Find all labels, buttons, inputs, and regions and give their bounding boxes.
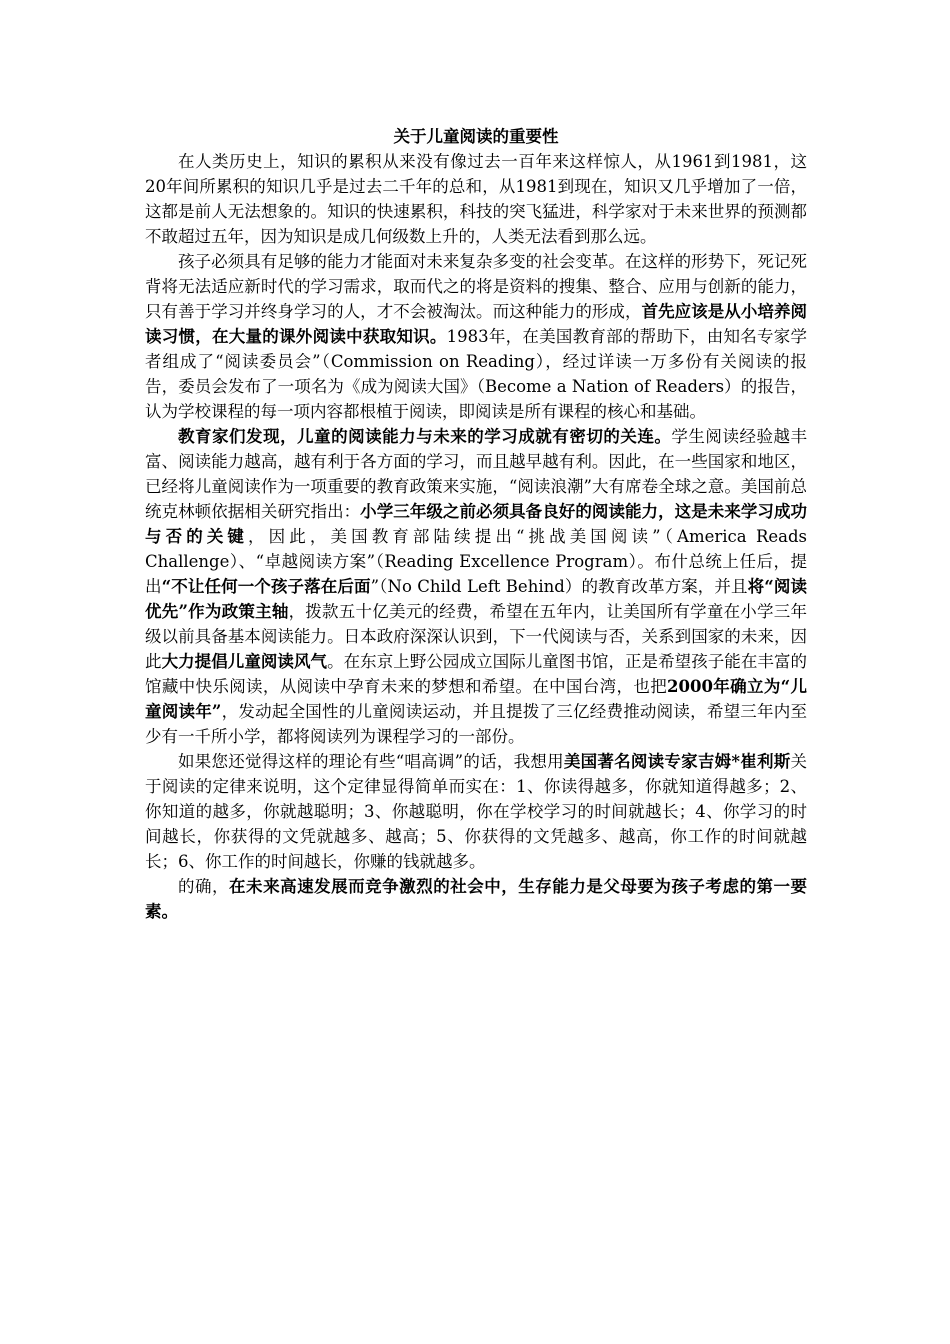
bold-text-run: 美国著名阅读专家吉姆*崔利斯 bbox=[563, 752, 791, 771]
text-run: 。在东京上野公园成立国际儿童图书馆，正是希望孩子能在丰富的馆藏中快乐阅读，从阅读中孕育未来的梦想和希望。在中国台湾，也把 bbox=[145, 652, 808, 696]
text-run: 如果您还觉得这样的理论有些“唱高调”的话，我想用 bbox=[178, 752, 564, 771]
document-title: 关于儿童阅读的重要性 bbox=[393, 127, 559, 146]
text-run: ”（No Child Left Behind）的教育改革方案，并且 bbox=[370, 577, 748, 596]
text-run: 在人类历史上，知识的累积从来没有像过去一百年来这样惊人，从1961到1981，这20年间所累积的知识几乎是过去二千年的总和，从1981到现在，知识又几乎增加了一倍，这都是前人无法想象的。知识的快速累积，科技的突飞猛进，科学家对于未来世界的预测都不敢超过五年，因为知识是成几何级数上升的，人类无法看到那么远。 bbox=[145, 152, 807, 246]
text-run: 1983年，在美国教育部的帮助下，由知名专家学者组成了“阅读委员会”（Commission on Reading），经过详读一万多份有关阅读的报告，委员会发布了一项名为《成为阅读大国》（Become a Nation of Readers）的报告，认为学校课程的每一项内容都根植于阅读，即阅读是所有课程的核心和基础。 bbox=[145, 327, 807, 421]
text-run: 孩子必须具有足够的能力才能面对未来复杂多变的社会变革。在这样的形势下，死记死背将无法适应新时代的学习需求，取而代之的将是资料的搜集、整合、应用与创新的能力，只有善于学习并终身学习的人，才不会被淘汰。而这种能力的形成， bbox=[145, 252, 807, 321]
bold-text-run: 在未来高速发展而竞争激烈的社会中，生存能力是父母要为孩子考虑的第一要素。 bbox=[145, 877, 808, 921]
text-run: ，拨款五十亿美元的经费，希望在五年内，让美国所有学童在小学三年级以前具备基本阅读能力。日本政府深深认识到，下一代阅读与否，关系到国家的未来，因此 bbox=[145, 602, 808, 671]
bold-text-run: 大力提倡儿童阅读风气 bbox=[161, 652, 328, 671]
text-run: 学生阅读经验越丰富、阅读能力越高，越有利于各方面的学习，而且越早越有利。因此，在一些国家和地区，已经将儿童阅读作为一项重要的教育政策来实施，“阅读浪潮”大有席卷全球之意。美国前总统克林顿依据相关研究指出： bbox=[145, 427, 808, 521]
document-page bbox=[145, 124, 807, 924]
paragraph-3 bbox=[145, 424, 807, 749]
bold-text-run: 首先应该是从小培养阅读习惯，在大量的课外阅读中获取知识。 bbox=[145, 302, 808, 346]
bold-text-run: 将“阅读优先”作为政策主轴 bbox=[145, 577, 807, 621]
paragraph-2 bbox=[145, 249, 807, 424]
text-run: ，因此，美国教育部陆续提出“挑战美国阅读”（America Reads Challenge）、“卓越阅读方案”（Reading Excellence Program）。布什总统上任后，提出 bbox=[145, 527, 808, 596]
bold-text-run: 2000年确立为“儿童阅读年” bbox=[145, 677, 808, 721]
text-run: 的确， bbox=[178, 877, 230, 896]
paragraph-5 bbox=[145, 874, 807, 924]
text-run: ，发动起全国性的儿童阅读运动，并且提拨了三亿经费推动阅读，希望三年内至少有一千所小学，都将阅读列为课程学习的一部份。 bbox=[145, 702, 807, 746]
paragraph-1 bbox=[145, 149, 807, 249]
bold-text-run: 教育家们发现，儿童的阅读能力与未来的学习成就有密切的关连。 bbox=[178, 427, 672, 446]
bold-text-run: 小学三年级之前必须具备良好的阅读能力，这是未来学习成功与否的关键 bbox=[145, 502, 808, 546]
document-body bbox=[145, 149, 807, 924]
paragraph-4 bbox=[145, 749, 807, 874]
text-run: 关于阅读的定律来说明，这个定律显得简单而实在：1、你读得越多，你就知道得越多；2、你知道的越多，你就越聪明；3、你越聪明，你在学校学习的时间就越长；4、你学习的时间越长，你获得的文凭就越多、越高；5、你获得的文凭越多、越高，你工作的时间就越长；6、你工作的时间越长，你赚的钱就越多。 bbox=[145, 752, 807, 871]
bold-text-run: “不让任何一个孩子落在后面 bbox=[161, 577, 371, 596]
